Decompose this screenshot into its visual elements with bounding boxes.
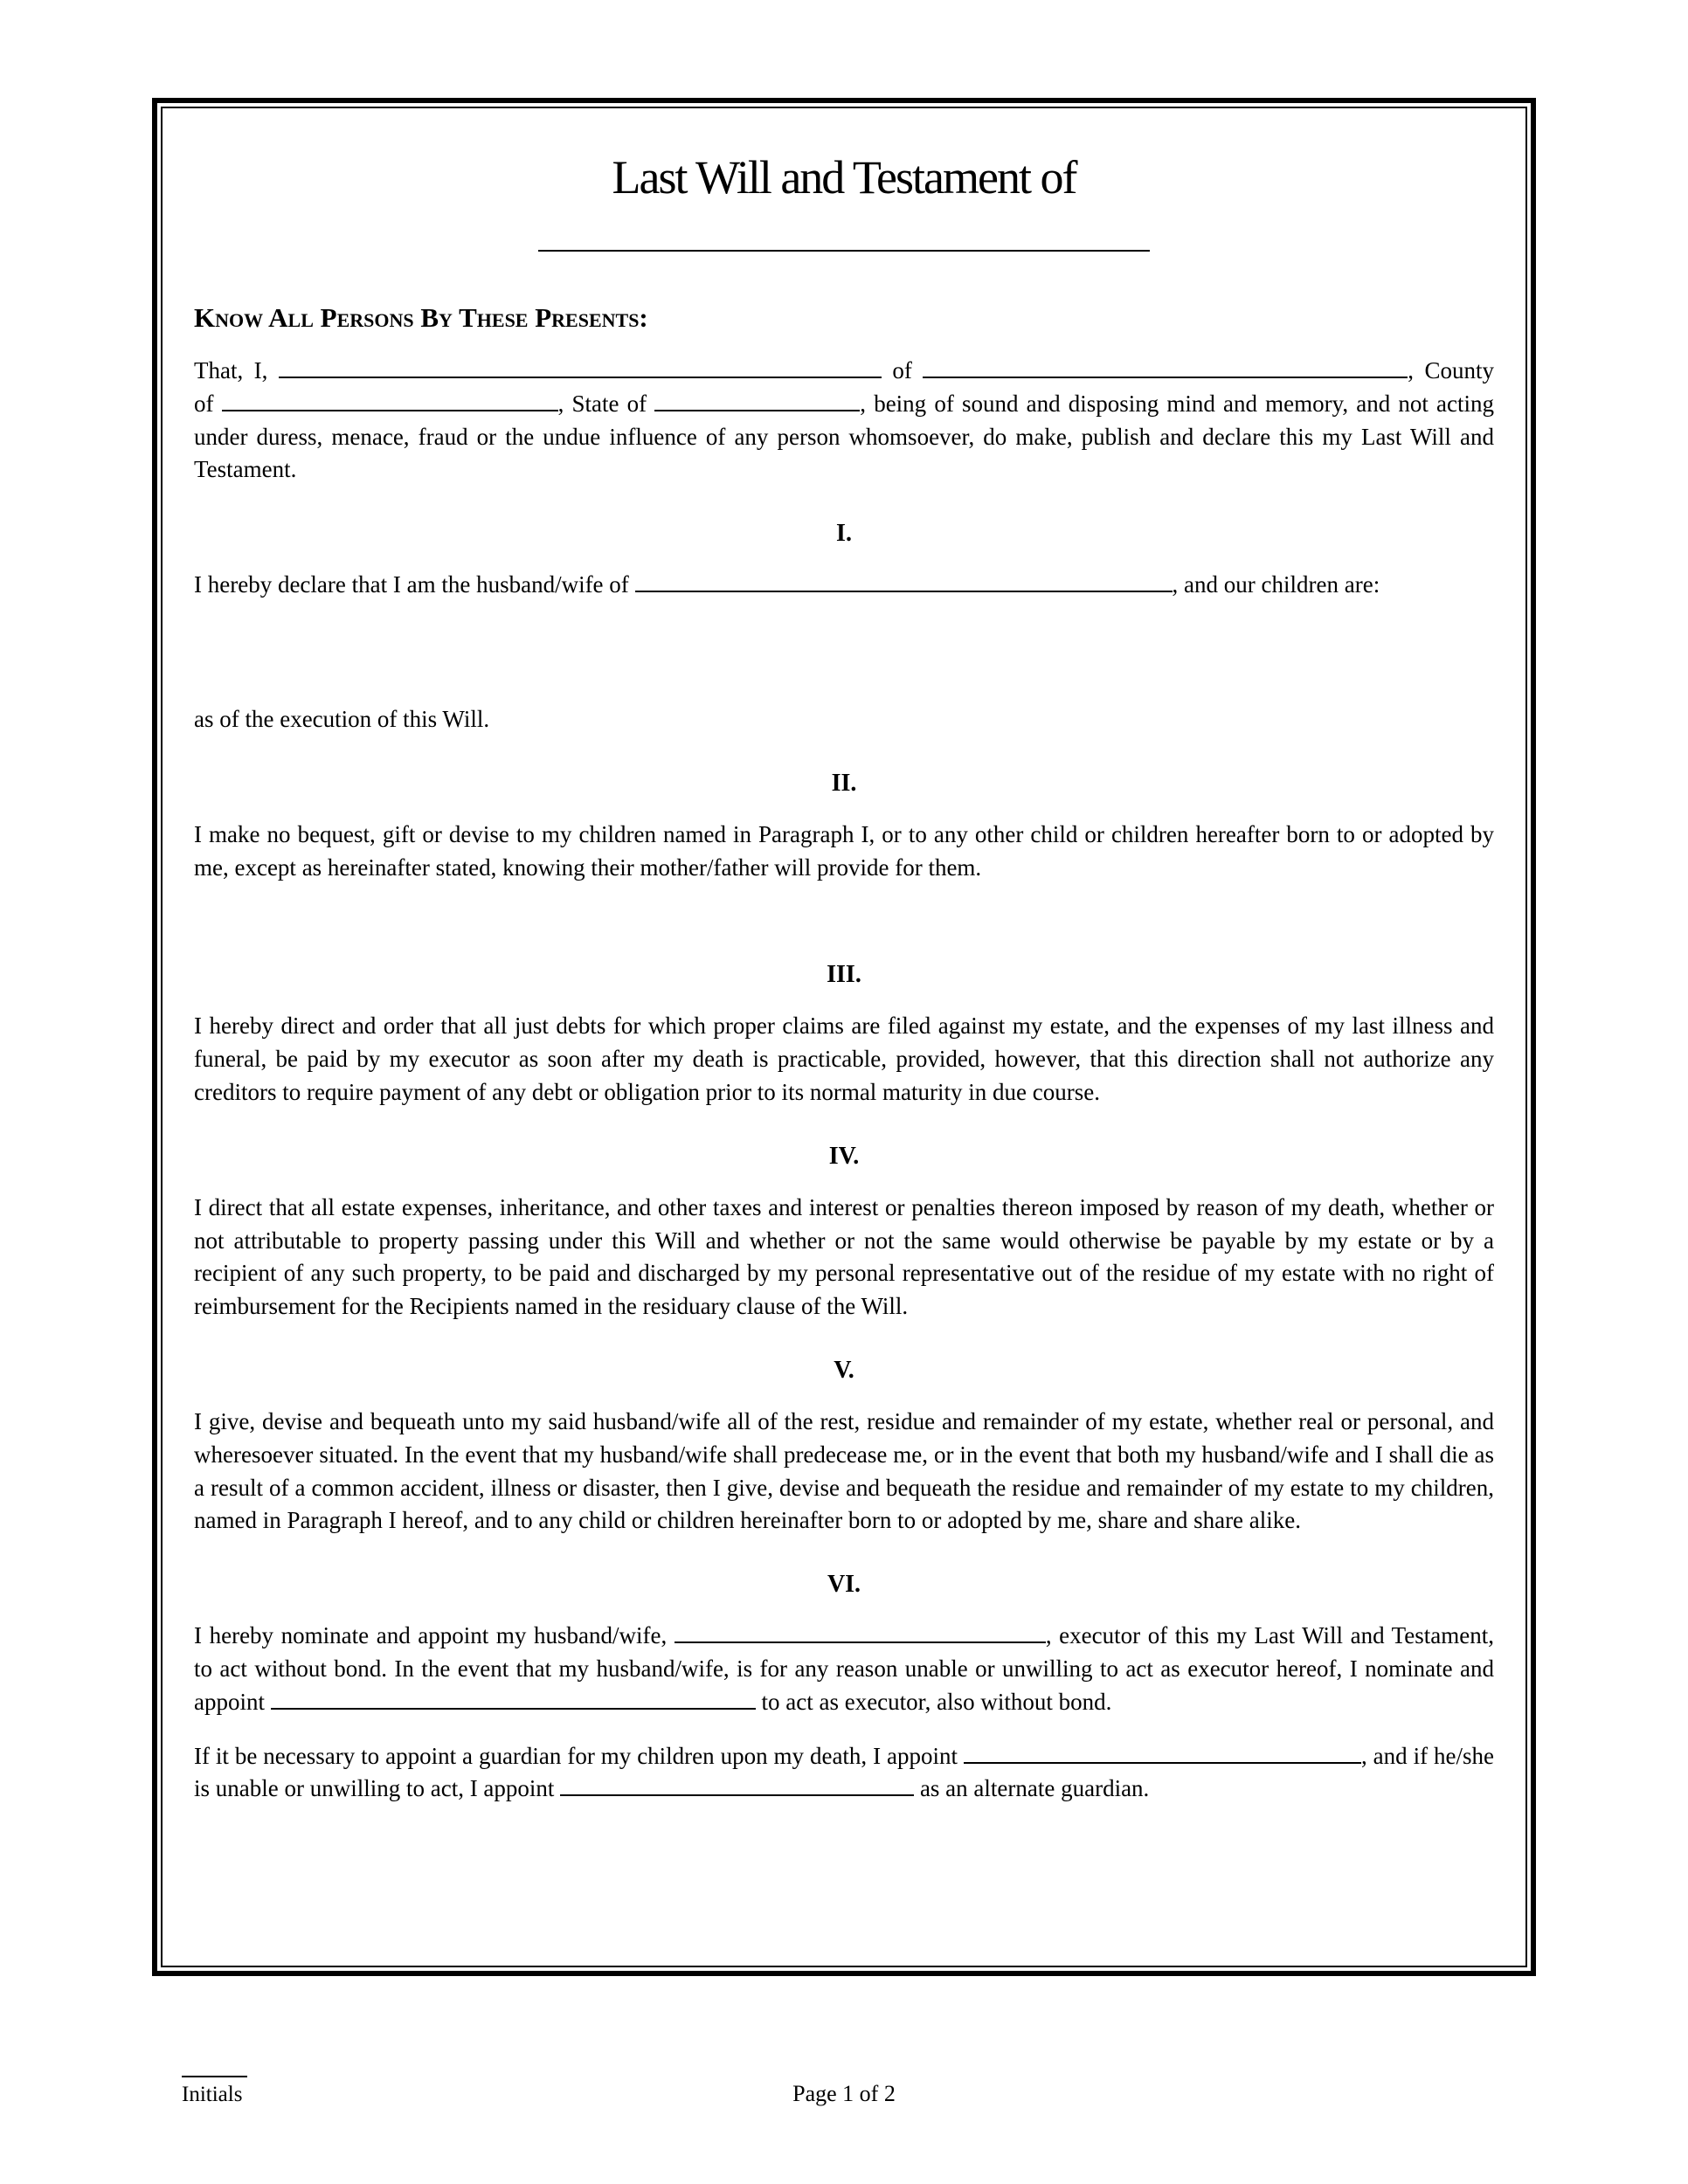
section-iii-paragraph: I hereby direct and order that all just debts for which proper claims are filed against my estate, and the expenses of my last illness and funeral, be paid by my executor as soon after my death is practicable, provided, however, that this direction shall not authorize any creditors to require payment of any debt or obligation prior to its normal maturity in due course. xyxy=(194,1013,1494,1105)
opening-text-4: County of xyxy=(194,357,1494,417)
section-heading-vi: VI. xyxy=(827,1571,861,1599)
initials-block xyxy=(182,2076,247,2107)
document-title: Last Will and Testament of xyxy=(612,151,1076,204)
section-heading-iv: IV. xyxy=(828,1142,860,1170)
section-v-paragraph: I give, devise and bequeath unto my said husband/wife all of the rest, residue and remainder of my estate, whether real or personal, and wheresoever situated. In the event that my husband/wife shall predecease me, or in the event that both my husband/wife and I shall die as a result of a common accident, illness or disaster, then I give, devise and bequeath the residue and remainder of my estate to my children, named in Paragraph I hereof, and to any child or children hereinafter born to or adopted by me, share and share alike. xyxy=(194,1407,1494,1534)
executor-spouse-name-blank[interactable] xyxy=(675,1621,1046,1643)
section-heading-iii: III. xyxy=(827,961,861,989)
section-vi-text-2: , executor of this my Last Will and Testament, to act without bond. In the event that my husband/wife, is for any reason unable or unwilling to act as executor hereof, I nominate and appoint xyxy=(194,1622,1495,1715)
guardian-text-2: , and if he/she is unable or unwilling to act, I appoint xyxy=(194,1742,1494,1802)
section-i-closing: as of the execution of this Will. xyxy=(194,705,490,732)
document-border xyxy=(152,98,1536,1976)
spouse-name-blank[interactable] xyxy=(635,570,1173,592)
initials-blank[interactable] xyxy=(182,2076,247,2077)
opening-text-5: , State of xyxy=(557,390,647,417)
section-i-paragraph xyxy=(194,569,1494,602)
section-vi-text-3: to act as executor, also without bond. xyxy=(761,1688,1112,1715)
initials-label: Initials xyxy=(182,2083,243,2106)
county-blank[interactable] xyxy=(222,389,558,411)
opening-paragraph xyxy=(194,355,1494,487)
section-heading-ii: II. xyxy=(831,769,857,797)
opening-text-6: , being of sound and disposing mind and memory, and not acting under duress, menace, fraud or the undue influence of any person whomsoever, do make, publish and declare this my Last Will and Testament. xyxy=(194,390,1494,483)
section-i-text-1: I hereby declare that I am the husband/wife of xyxy=(194,571,629,598)
page-footer xyxy=(0,2081,1688,2184)
opening-text-2: of xyxy=(892,357,912,384)
opening-text-1: That, I, xyxy=(194,357,268,384)
testator-name-title-blank[interactable] xyxy=(538,250,1150,252)
section-vi-text-1: I hereby nominate and appoint my husband/wife, xyxy=(194,1622,668,1649)
presents-heading: Know All Persons By These Presents: xyxy=(194,302,648,333)
guardian-text-3: as an alternate guardian. xyxy=(919,1775,1150,1802)
alternate-guardian-blank[interactable] xyxy=(560,1773,914,1796)
guardian-paragraph xyxy=(194,1740,1494,1807)
guardian-name-blank[interactable] xyxy=(964,1740,1361,1763)
alternate-executor-blank[interactable] xyxy=(271,1686,756,1709)
state-blank[interactable] xyxy=(654,389,860,411)
section-iv-paragraph: I direct that all estate expenses, inheritance, and other taxes and interest or penalties thereon imposed by reason of my death, whether or not attributable to property passing under this Will and whether or not the same would otherwise be payable by my estate or by a recipient of any such property, to be paid and discharged by my personal representative out of the residue of my estate with no right of reimbursement for the Recipients named in the residuary clause of the Will. xyxy=(194,1193,1494,1320)
section-heading-v: V. xyxy=(834,1356,854,1384)
testator-residence-blank[interactable] xyxy=(923,356,1408,378)
section-vi-paragraph xyxy=(194,1620,1494,1718)
testator-name-blank[interactable] xyxy=(279,356,882,378)
section-ii-paragraph: I make no bequest, gift or devise to my children named in Paragraph I, or to any other child or children hereafter born to or adopted by me, except as hereinafter stated, knowing their mother/father will provide for them. xyxy=(194,820,1494,881)
opening-text-3: , xyxy=(1408,357,1415,384)
page-number-label: Page 1 of 2 xyxy=(792,2081,896,2106)
section-heading-i: I. xyxy=(836,520,852,548)
guardian-text-1: If it be necessary to appoint a guardian for my children upon my death, I appoint xyxy=(194,1742,958,1769)
children-list-space[interactable] xyxy=(194,602,1494,682)
document-page xyxy=(161,107,1527,1967)
section-i-text-2: , and our children are: xyxy=(1172,571,1380,598)
